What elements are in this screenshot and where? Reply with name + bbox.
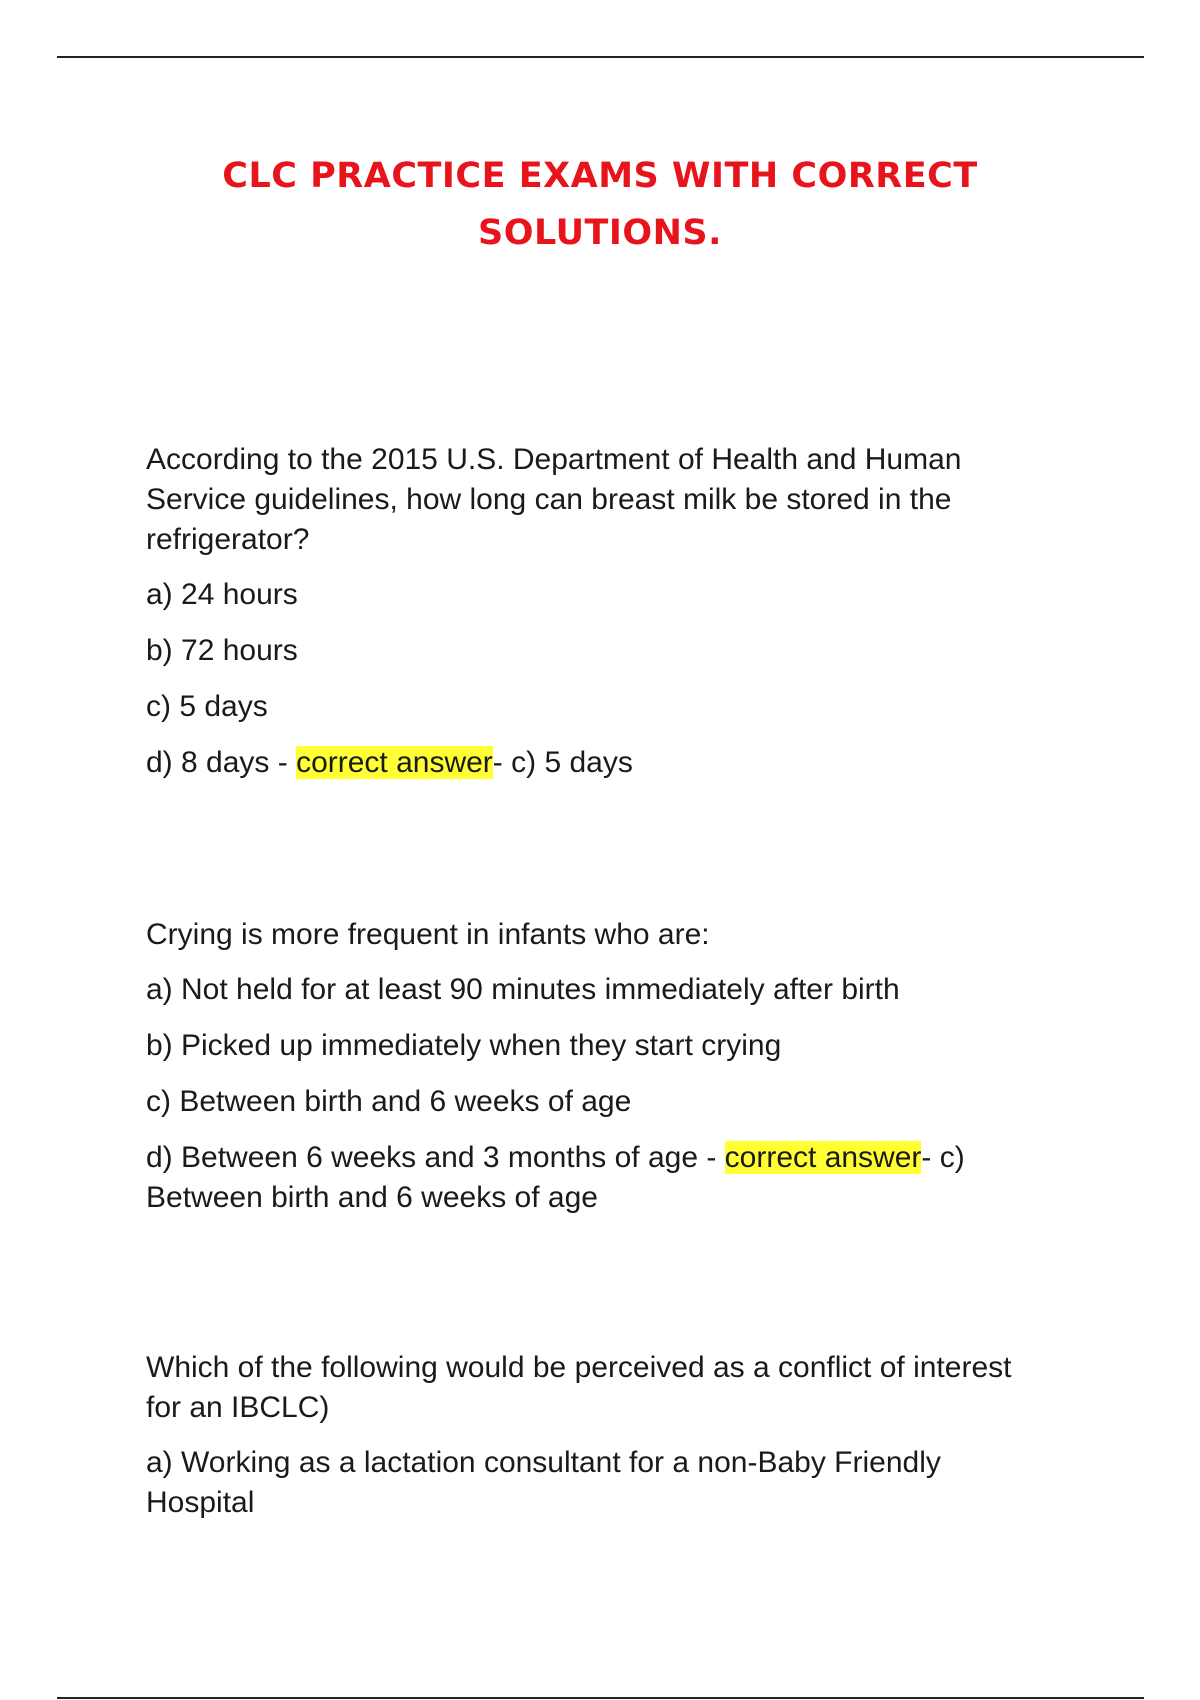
question-1 — [146, 440, 1046, 799]
answer-option: c) 5 days — [146, 690, 268, 723]
correct-answer-highlight: correct answer — [724, 1141, 922, 1174]
answer-option: a) 24 hours — [146, 578, 298, 611]
question-stem: Crying is more frequent in infants who are: — [146, 918, 710, 951]
correct-answer-text: - c) Between birth and 6 weeks of age — [146, 1141, 965, 1214]
question-2 — [146, 915, 1046, 1234]
answer-option-text: d) Between 6 weeks and 3 months of age - — [146, 1141, 725, 1174]
correct-answer-text: - c) 5 days — [492, 746, 633, 779]
answer-option: b) 72 hours — [146, 634, 298, 667]
answer-option: b) Picked up immediately when they start crying — [146, 1029, 782, 1062]
answer-option: a) Not held for at least 90 minutes immediately after birth — [146, 973, 900, 1006]
answer-option-text: d) 8 days - — [146, 746, 297, 779]
answer-option-with-solution — [146, 1138, 1046, 1218]
question-3 — [146, 1348, 1046, 1539]
bottom-divider — [57, 1697, 1144, 1699]
title-line-1: CLC PRACTICE EXAMS WITH CORRECT — [222, 156, 978, 196]
title-line-2: SOLUTIONS. — [478, 213, 722, 253]
answer-option-with-solution — [146, 743, 1046, 783]
top-divider — [57, 56, 1144, 58]
question-stem: Which of the following would be perceived as a conflict of interest for an IBCLC) — [146, 1351, 1012, 1424]
answer-option: a) Working as a lactation consultant for a non-Baby Friendly Hospital — [146, 1446, 941, 1519]
question-stem: According to the 2015 U.S. Department of Health and Human Service guidelines, how long can breast milk be stored in the refrigerator? — [146, 443, 962, 556]
document-title — [150, 148, 1050, 262]
answer-option: c) Between birth and 6 weeks of age — [146, 1085, 632, 1118]
correct-answer-highlight: correct answer — [296, 746, 493, 779]
